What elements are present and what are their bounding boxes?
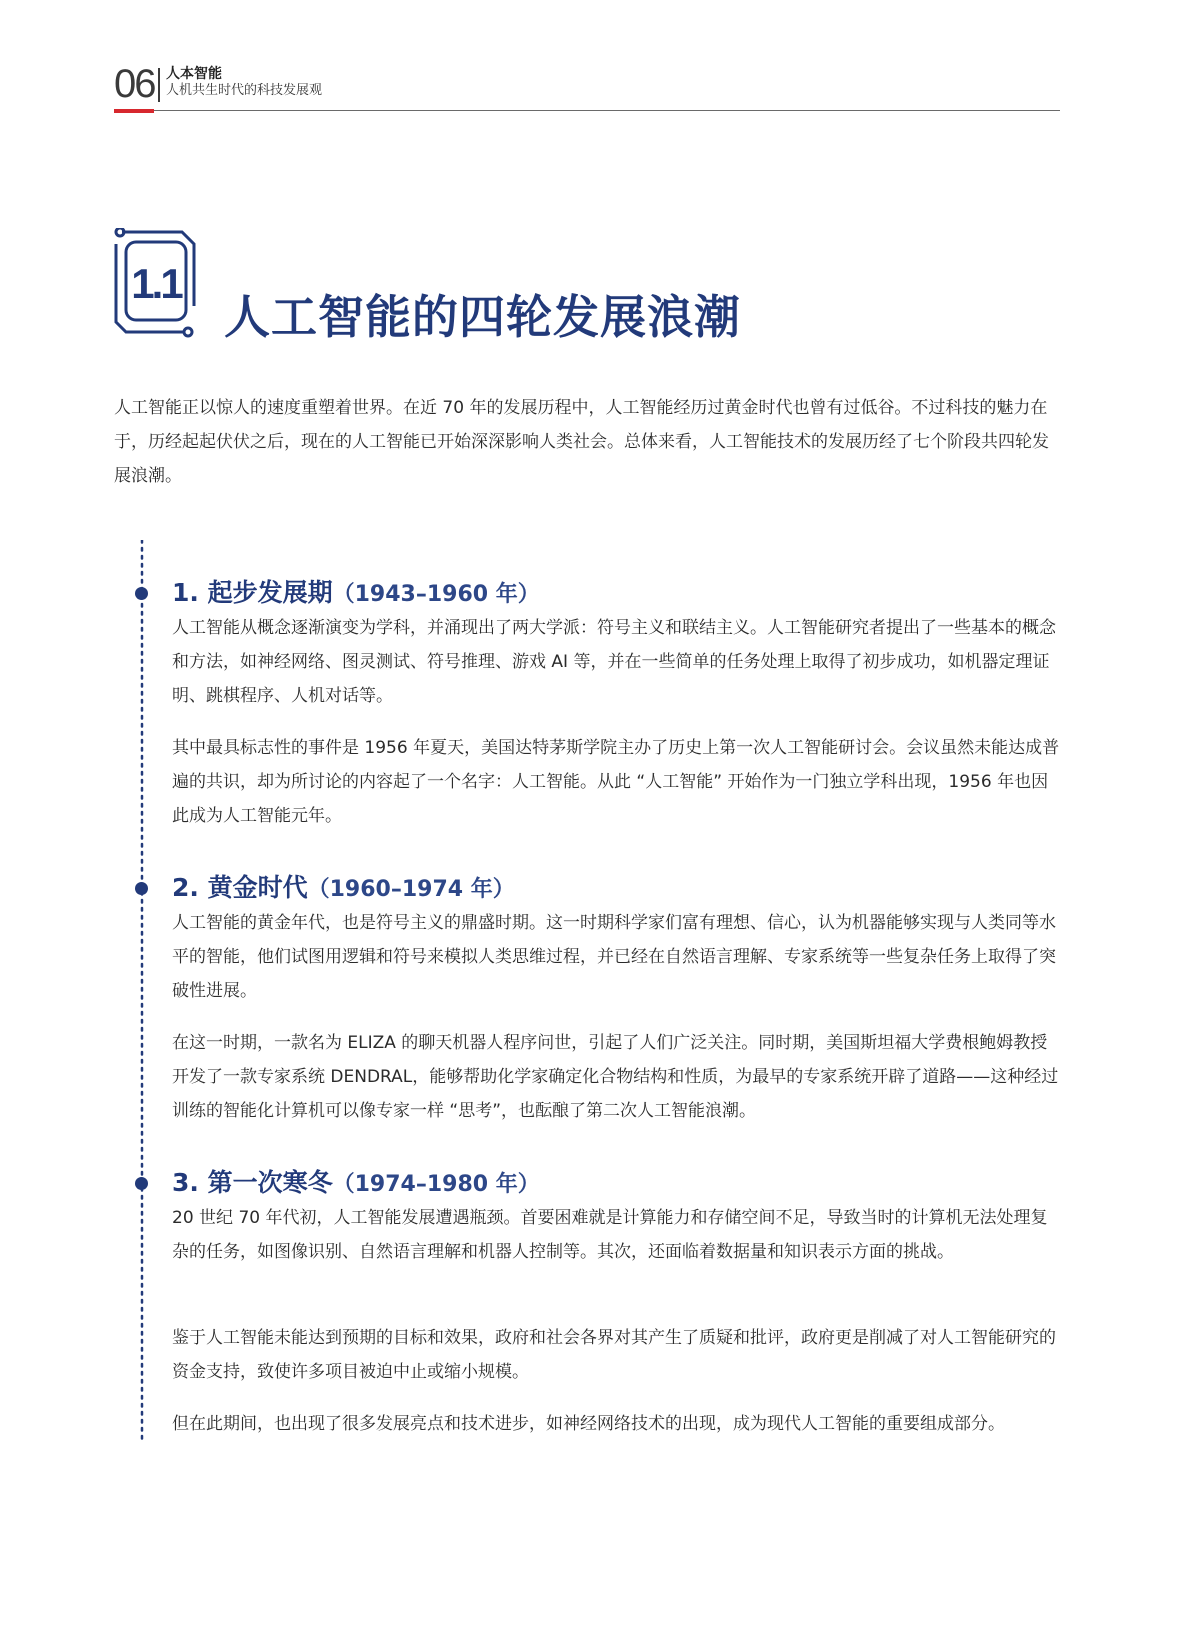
era-paragraph: 人工智能从概念逐渐演变为学科，并涌现出了两大学派：符号主义和联结主义。人工智能研究者提出了一些基本的概念和方法，如神经网络、图灵测试、符号推理、游戏 AI 等，并在一些简单的任务处理上取得了初步成功，如机器定理证明、跳棋程序、人机对话等。	[172, 618, 1056, 706]
running-header	[114, 62, 1060, 116]
era-paragraph: 20 世纪 70 年代初，人工智能发展遭遇瓶颈。首要困难就是计算能力和存储空间不足，导致当时的计算机无法处理复杂的任务，如图像识别、自然语言理解和机器人控制等。其次，还面临着数据量和知识表示方面的挑战。	[172, 1208, 1048, 1262]
era-title: 3. 第一次寒冬	[172, 1168, 333, 1197]
intro-paragraph: 人工智能正以惊人的速度重塑着世界。在近 70 年的发展历程中，人工智能经历过黄金时代也曾有过低谷。不过科技的魅力在于，历经起起伏伏之后，现在的人工智能已开始深深影响人类社会。总体来看，人工智能技术的发展历经了七个阶段共四轮发展浪潮。	[114, 398, 1049, 486]
era-years: （1943–1960 年）	[332, 582, 540, 607]
section-number: 1.1	[131, 260, 181, 307]
era-years: （1974–1980 年）	[332, 1172, 540, 1197]
era-paragraph: 其中最具标志性的事件是 1956 年夏天，美国达特茅斯学院主办了历史上第一次人工智能研讨会。会议虽然未能达成普遍的共识，却为所讨论的内容起了一个名字：人工智能。从此 “人工智能” 开始作为一门独立学科出现，1956 年也因此成为人工智能元年。	[172, 738, 1060, 826]
era-paragraph: 在这一时期，一款名为 ELIZA 的聊天机器人程序问世，引起了人们广泛关注。同时期，美国斯坦福大学费根鲍姆教授开发了一款专家系统 DENDRAL，能够帮助化学家确定化合物结构和性质，为最早的专家系统开辟了道路——这种经过训练的智能化计算机可以像专家一样 “思考”，也酝酿了第二次人工智能浪潮。	[172, 1033, 1059, 1121]
era-title: 2. 黄金时代	[172, 873, 308, 902]
era-paragraph: 但在此期间，也出现了很多发展亮点和技术进步，如神经网络技术的出现，成为现代人工智能的重要组成部分。	[172, 1414, 1005, 1434]
era-heading	[172, 1165, 540, 1203]
header-divider	[158, 68, 160, 102]
era-heading	[172, 870, 515, 908]
timeline-dot	[135, 1177, 148, 1190]
timeline-dot	[135, 587, 148, 600]
section-number-badge	[112, 228, 202, 338]
era-title: 1. 起步发展期	[172, 578, 333, 607]
header-rule	[114, 110, 1060, 111]
timeline-rail	[140, 540, 144, 1440]
era-paragraph: 鉴于人工智能未能达到预期的目标和效果，政府和社会各界对其产生了质疑和批评，政府更是削减了对人工智能研究的资金支持，致使许多项目被迫中止或缩小规模。	[172, 1328, 1056, 1382]
header-accent-bar	[114, 109, 154, 113]
era-paragraph: 人工智能的黄金年代，也是符号主义的鼎盛时期。这一时期科学家们富有理想、信心，认为机器能够实现与人类同等水平的智能，他们试图用逻辑和符号来模拟人类思维过程，并已经在自然语言理解、专家系统等一些复杂任务上取得了突破性进展。	[172, 913, 1056, 1001]
page-number: 06	[114, 62, 155, 106]
section-title: 人工智能的四轮发展浪潮	[224, 289, 741, 344]
timeline-dot	[135, 882, 148, 895]
section-heading	[112, 228, 1012, 348]
era-years: （1960–1974 年）	[307, 877, 515, 902]
era-heading	[172, 575, 540, 613]
book-title: 人本智能	[166, 66, 222, 82]
book-subtitle: 人机共生时代的科技发展观	[166, 83, 323, 98]
